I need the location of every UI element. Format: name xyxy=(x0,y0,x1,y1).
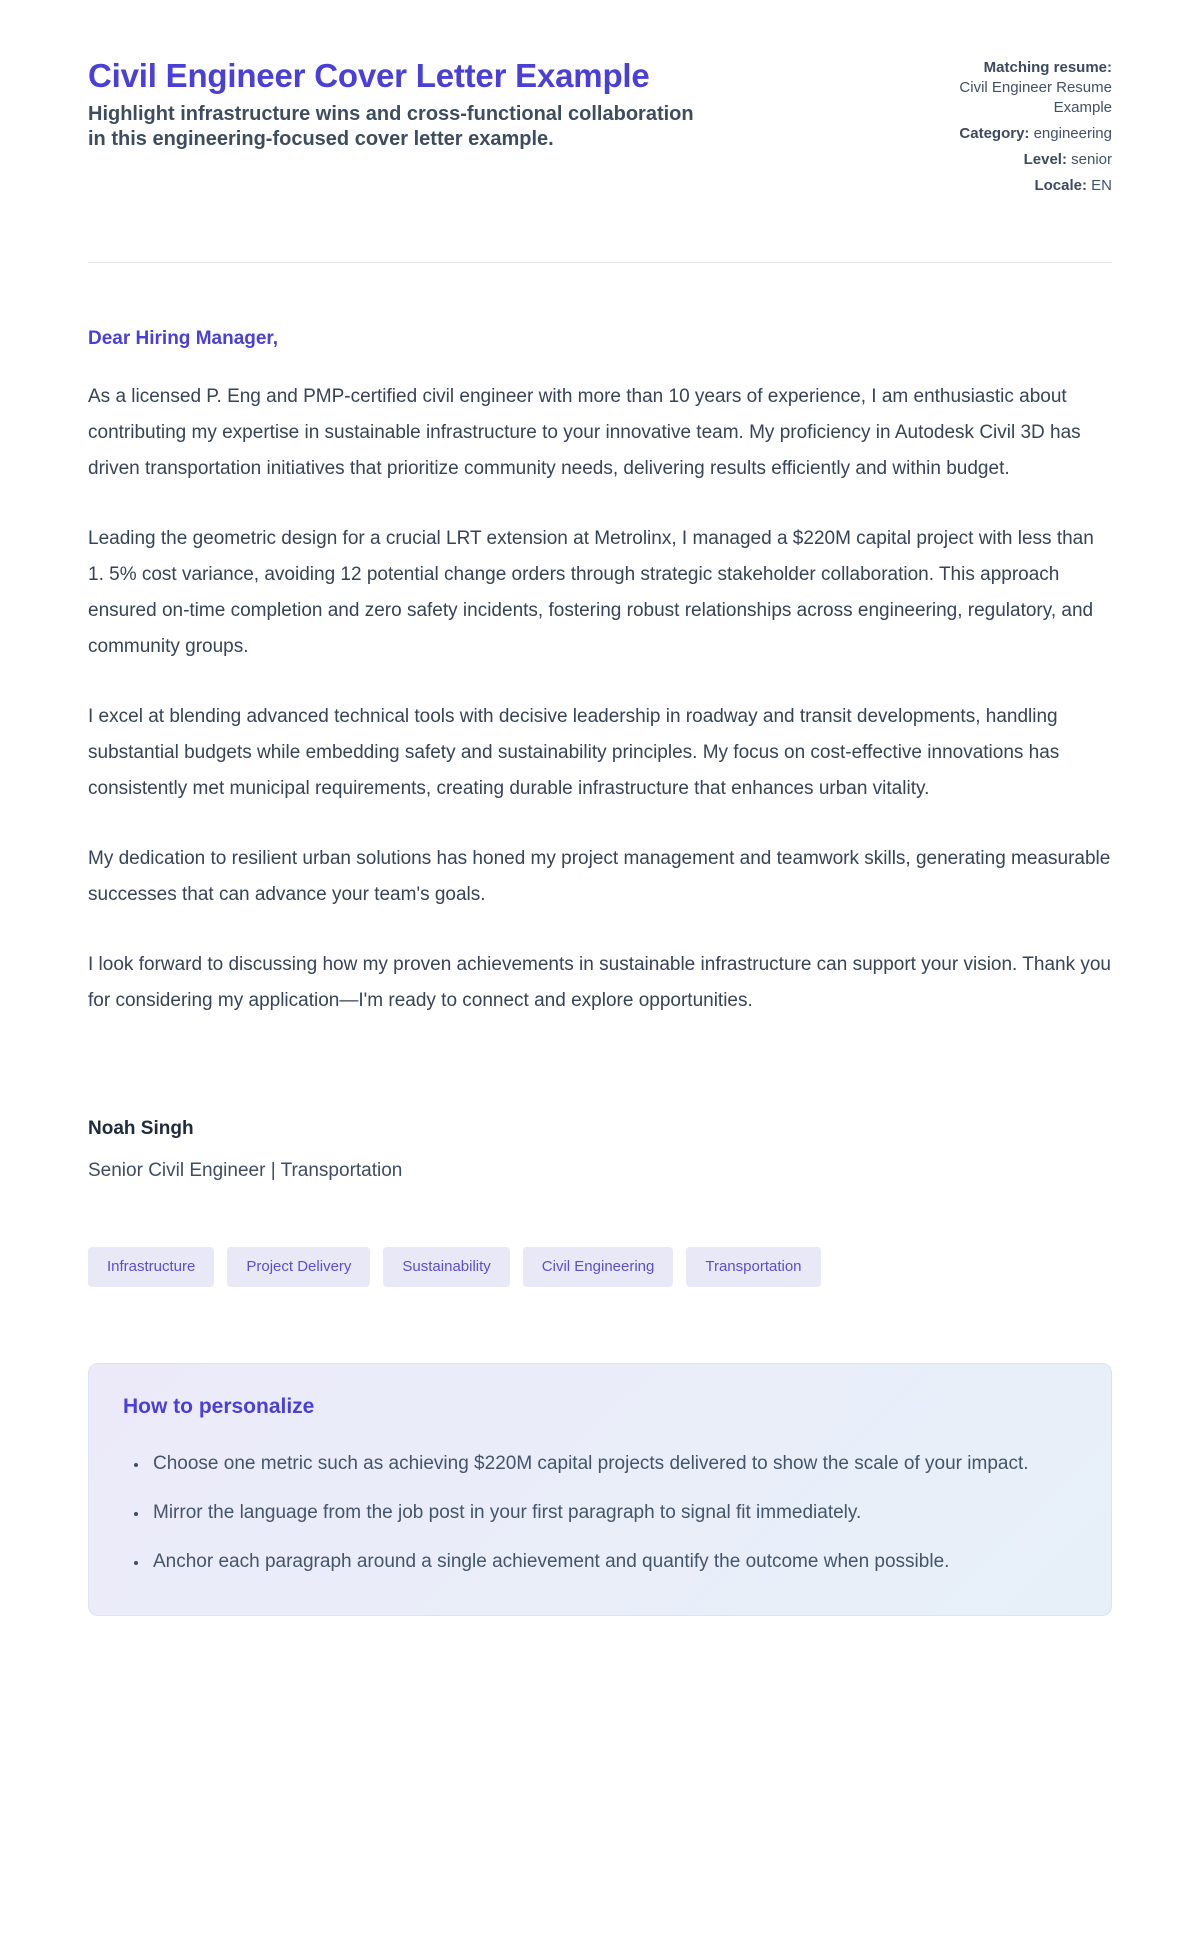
personalize-tip-3: • Anchor each paragraph around a single achievement and quantify the outcome when possible. xyxy=(149,1544,1069,1579)
meta-category xyxy=(917,124,1112,144)
tag-civil-engineering: Civil Engineering xyxy=(523,1247,674,1287)
tag-transportation: Transportation xyxy=(686,1247,820,1287)
category-label: Category: xyxy=(959,125,1030,142)
matching-resume-value: Civil Engineer Resume Example xyxy=(959,79,1112,116)
personalize-box xyxy=(88,1363,1112,1616)
letter-paragraph-3: I excel at blending advanced technical tools with decisive leadership in roadway and transit developments, handling substantial budgets while embedding safety and sustainability principles. My focus on cost-effective innovations has consistently met municipal requirements, creating durable infrastructure that enhances urban vitality. xyxy=(88,706,1060,799)
locale-label: Locale: xyxy=(1034,177,1087,194)
personalize-tip-2: • Mirror the language from the job post in your first paragraph to signal fit immediately. xyxy=(149,1495,1069,1530)
page-title: Civil Engineer Cover Letter Example xyxy=(88,57,650,94)
signature-name: Noah Singh xyxy=(88,1118,194,1139)
letter-paragraph-2: Leading the geometric design for a crucial LRT extension at Metrolinx, I managed a $220M capital project with less than 1. 5% cost variance, avoiding 12 potential change orders through strategic stakeholder collaboration. This approach ensured on-time completion and zero safety incidents, fostering robust relationships across engineering, regulatory, and community groups. xyxy=(88,528,1094,657)
tag-list xyxy=(88,1247,1112,1287)
meta-locale xyxy=(917,176,1112,196)
letter-paragraph-5: I look forward to discussing how my proven achievements in sustainable infrastructure can support your vision. Thank you for considering my application—I'm ready to connect and explore opportunities. xyxy=(88,954,1111,1011)
letter-greeting: Dear Hiring Manager, xyxy=(88,328,279,349)
personalize-tip-1: • Choose one metric such as achieving $220M capital projects delivered to show the scale of your impact. xyxy=(149,1446,1069,1481)
letter-paragraph-1: As a licensed P. Eng and PMP-certified civil engineer with more than 10 years of experience, I am enthusiastic about contributing my expertise in sustainable infrastructure to your innovative team. My proficiency in Autodesk Civil 3D has driven transportation initiatives that prioritize community needs, delivering results efficiently and within budget. xyxy=(88,386,1081,479)
page-header xyxy=(88,56,1112,196)
page-subtitle: Highlight infrastructure wins and cross-functional collaboration in this engineering-focused cover letter example. xyxy=(88,103,694,150)
meta-level xyxy=(917,150,1112,170)
personalize-tip-list xyxy=(123,1446,1077,1579)
cover-letter-body xyxy=(88,325,1112,1185)
header-divider xyxy=(88,262,1112,263)
meta-matching-resume xyxy=(917,58,1112,118)
tag-sustainability: Sustainability xyxy=(383,1247,509,1287)
tag-project-delivery: Project Delivery xyxy=(227,1247,370,1287)
level-label: Level: xyxy=(1023,151,1067,168)
locale-value: EN xyxy=(1091,177,1112,194)
letter-paragraph-4: My dedication to resilient urban solutions has honed my project management and teamwork skills, generating measurable successes that can advance your team's goals. xyxy=(88,848,1111,905)
level-value: senior xyxy=(1071,151,1112,168)
matching-resume-label: Matching resume: xyxy=(983,59,1112,76)
category-value: engineering xyxy=(1033,125,1112,142)
header-text-block xyxy=(88,56,728,152)
resume-meta-panel xyxy=(917,56,1112,196)
signature-role: Senior Civil Engineer | Transportation xyxy=(88,1160,403,1181)
tag-infrastructure: Infrastructure xyxy=(88,1247,214,1287)
personalize-title: How to personalize xyxy=(123,1395,315,1418)
